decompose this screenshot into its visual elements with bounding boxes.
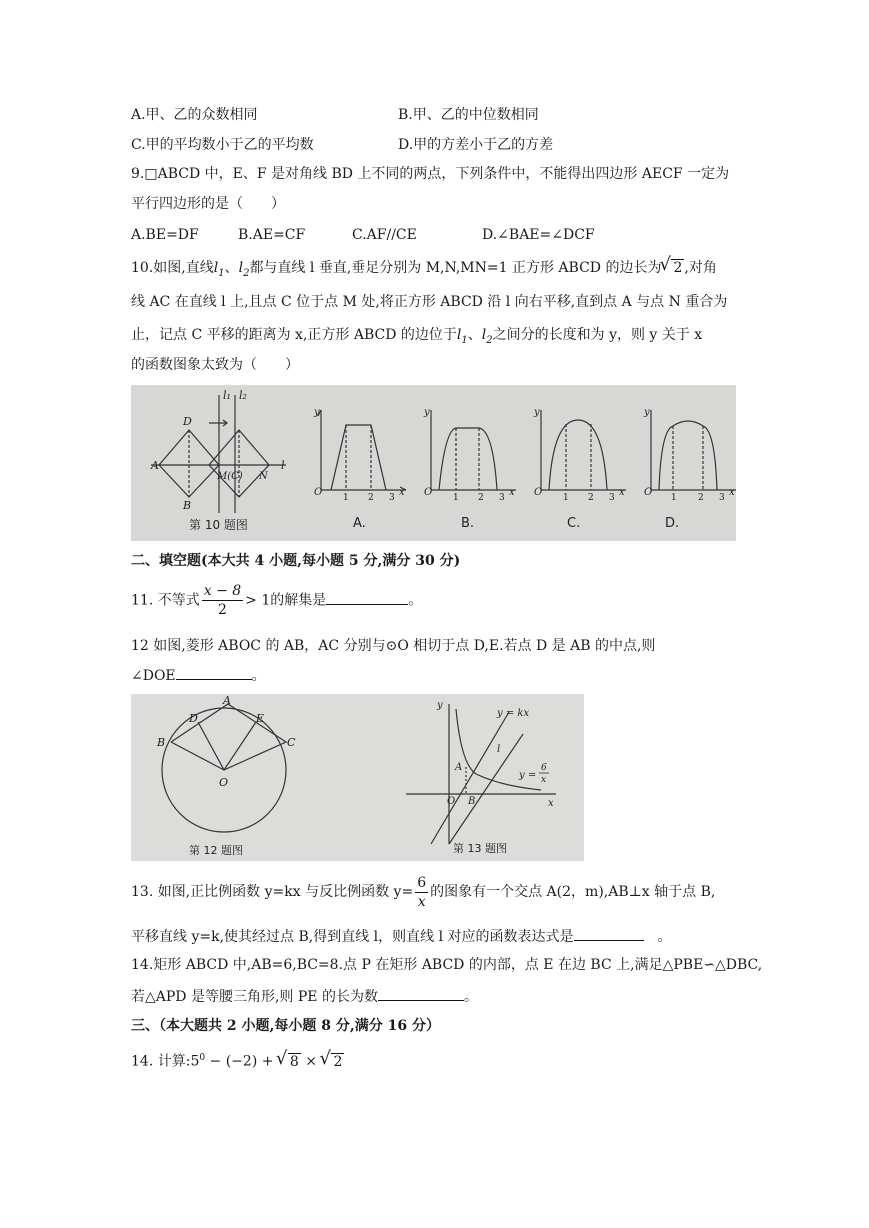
graph-d-x: x: [729, 487, 735, 498]
q15-exponent: 0: [199, 1053, 206, 1063]
q11: [131, 582, 422, 619]
graph-c-label: C.: [567, 516, 581, 531]
tick: 2: [478, 493, 484, 503]
l-letter: l: [481, 327, 487, 343]
fig10-label-l2: l₂: [239, 389, 247, 402]
q8-option-c: C.甲的平均数小于乙的平均数: [131, 137, 314, 153]
fig10-caption: 第 10 题图: [189, 518, 248, 532]
fig10-label-l: l: [281, 459, 285, 472]
q12-answer-blank[interactable]: [176, 665, 252, 680]
q13-text-a: 13. 如图,正比例函数 y=kx 与反比例函数 y=: [131, 884, 414, 900]
q13-stem-line1: [131, 871, 715, 913]
q10-stem-line4: 的函数图象太致为（ ）: [131, 357, 299, 373]
fig12-label-a: A: [223, 694, 231, 707]
q9-option-a: A.BE=DF: [131, 227, 199, 243]
tick: 1: [671, 493, 677, 503]
section2-title: 二、填空题(本大共 4 小题,每小题 5 分,满分 30 分): [131, 553, 461, 569]
fig13-label-y: y =: [519, 770, 537, 781]
fig10-label-d: D: [183, 415, 192, 428]
fig13-label-b: B: [468, 796, 476, 807]
q11-answer-blank[interactable]: [326, 590, 408, 605]
q9-option-b: B.AE=CF: [238, 227, 306, 243]
q12-angle: ∠DOE: [131, 668, 176, 684]
radicand: 8: [289, 1053, 299, 1070]
fig10-label-l1: l₁: [223, 389, 231, 402]
q14-answer-blank[interactable]: [378, 986, 464, 1001]
graph-d-o: O: [644, 487, 653, 498]
q15-mid: − (−2) +: [205, 1053, 278, 1070]
tick: 3: [499, 493, 505, 503]
q10-stem-line2: 线 AC 在直线 l 上,且点 C 位于点 M 处,将正方形 ABCD 沿 l 向右平移,直到点 A 与点 N 重合为: [131, 294, 728, 310]
q9-option-c: C.AF//CE: [352, 227, 417, 243]
fig13-label-ykx: y = kx: [497, 708, 530, 719]
graph-b-x: x: [509, 487, 515, 498]
l-letter: l: [238, 260, 244, 276]
graph-a-x: x: [399, 487, 405, 498]
graph-d-y: y: [644, 407, 650, 418]
q13-fraction: [415, 874, 428, 911]
fig13-label-6: 6: [541, 763, 547, 773]
q15-prefix: 14. 计算:: [131, 1053, 191, 1070]
section3-title: 三、（本大题共 2 小题,每小题 8 分,满分 16 分）: [131, 1018, 440, 1034]
q10-text-a: 10.如图,直线: [131, 260, 214, 276]
tick: 2: [368, 493, 374, 503]
sub-1: 1: [218, 267, 225, 279]
sqrt-8: [278, 1052, 301, 1072]
q9-stem-line2: 平行四边形的是（ ）: [131, 196, 285, 212]
q13-numerator: 6: [417, 874, 427, 891]
q13-stem-line2: [131, 926, 672, 947]
graph-b-label: B.: [461, 516, 475, 531]
q15-times: ×: [300, 1053, 322, 1070]
q13-text-b: 的图象有一个交点 A(2，m),AB⊥x 轴于点 B,: [430, 884, 716, 900]
q10-stem-line3: [131, 325, 702, 351]
fig13-label-x-den: x: [541, 775, 547, 785]
fig10-label-a: A: [151, 459, 159, 472]
sub-1: 1: [461, 334, 468, 346]
fig12-label-c: C: [287, 736, 296, 749]
q15-compute: [131, 1048, 344, 1072]
graph-a-label: A.: [353, 516, 366, 531]
graph-a-o: O: [314, 487, 323, 498]
q13-text-2: 平移直线 y=k,使其经过点 B,得到直线 l，则直线 l 对应的函数表达式是: [131, 929, 574, 945]
q13-denominator: x: [417, 893, 426, 910]
separator: 、: [467, 327, 482, 343]
sub-2: 2: [243, 267, 250, 279]
graph-b-y: y: [424, 407, 430, 418]
fig13-label-l: l: [497, 744, 501, 755]
fig13-caption: 第 13 题图: [453, 842, 507, 855]
sqrt-2: [321, 1052, 344, 1072]
tick: 1: [563, 493, 569, 503]
fig13-label-o: O: [447, 796, 456, 807]
tick: 3: [609, 493, 615, 503]
graph-c-o: O: [534, 487, 543, 498]
q14-end: 。: [463, 989, 478, 1005]
q11-denominator: 2: [217, 602, 227, 618]
q12-q13-figure: [131, 694, 584, 861]
q11-numerator: x − 8: [203, 583, 242, 599]
fig12-label-e: E: [256, 712, 265, 725]
radicand: 2: [673, 260, 683, 276]
l-letter: l: [213, 260, 219, 276]
l1-symbol: [456, 327, 468, 346]
q14-stem-line2: [131, 986, 478, 1007]
q10-text-c: ,对角: [684, 260, 717, 276]
tick: 1: [343, 493, 349, 503]
fig12-label-o: O: [219, 776, 229, 789]
sub-2: 2: [486, 334, 493, 346]
radicand: 2: [333, 1053, 343, 1070]
q8-option-d: D.甲的方差小于乙的方差: [398, 137, 554, 153]
fig12-label-b: B: [157, 736, 166, 749]
l2-symbol: [481, 327, 493, 346]
l1-symbol: [213, 260, 225, 279]
q11-fraction: [202, 582, 243, 619]
tick: 3: [719, 493, 725, 503]
separator: 、: [224, 260, 239, 276]
graph-d-label: D.: [665, 516, 680, 531]
q10-stem-line1: [131, 258, 717, 284]
q14-text-2: 若△APD 是等腰三角形,则 PE 的长为数: [131, 989, 378, 1005]
q13-end: 。: [657, 929, 672, 945]
fig10-label-n: N: [259, 471, 268, 482]
graph-c-y: y: [534, 407, 540, 418]
graph-a-y: y: [314, 407, 320, 418]
q11-end: 。: [408, 592, 423, 609]
q9-option-d: D.∠BAE=∠DCF: [482, 227, 595, 243]
q8-option-a: A.甲、乙的众数相同: [131, 107, 258, 123]
q15-base: 5: [190, 1053, 200, 1070]
q8-option-b: B.甲、乙的中位数相同: [398, 107, 539, 123]
q10-text-b: 都与直线 l 垂直,垂足分别为 M,N,MN=1 正方形 ABCD 的边长为: [249, 260, 662, 276]
q12-stem-line1: 12 如图,菱形 ABOC 的 AB，AC 分别与⊙O 相切于点 D,E.若点 D 是 AB 的中点,则: [131, 638, 656, 654]
fig10-label-b: B: [183, 499, 192, 512]
q12-stem-line2: [131, 665, 266, 686]
fig13-label-x: x: [548, 798, 554, 809]
l2-symbol: [238, 260, 250, 279]
q11-suffix: 的解集是: [270, 592, 327, 609]
fig12-caption: 第 12 题图: [189, 844, 243, 857]
l-letter: l: [456, 327, 462, 343]
q11-prefix: 11. 不等式: [131, 592, 200, 609]
q10-text-3b: 之间分的长度和为 y，则 y 关于 x: [492, 327, 703, 343]
fig10-label-mc: M(C): [217, 471, 243, 482]
q11-relation: > 1: [245, 592, 271, 609]
q10-text-3a: 止，记点 C 平移的距离为 x,正方形 ABCD 的边位于: [131, 327, 457, 343]
tick: 3: [389, 493, 395, 503]
graph-b-o: O: [424, 487, 433, 498]
tick: 2: [588, 493, 594, 503]
fig13-label-y: y: [437, 700, 443, 711]
tick: 1: [453, 493, 459, 503]
q9-stem-line1: 9.□ABCD 中，E、F 是对角线 BD 上不同的两点，下列条件中，不能得出四边形 AECF 一定为: [131, 166, 730, 182]
q10-figure: [131, 385, 736, 541]
fig12-label-d: D: [189, 712, 198, 725]
q12-end: 。: [251, 668, 266, 684]
q14-stem-line1: 14.矩形 ABCD 中,AB=6,BC=8.点 P 在矩形 ABCD 的内部，点 E 在边 BC 上,满足△PBE∽△DBC,: [131, 957, 763, 973]
graph-c-x: x: [619, 487, 625, 498]
tick: 2: [698, 493, 704, 503]
q13-answer-blank[interactable]: [574, 926, 644, 941]
sqrt-2: [661, 258, 684, 278]
fig13-label-a: A: [455, 762, 463, 773]
